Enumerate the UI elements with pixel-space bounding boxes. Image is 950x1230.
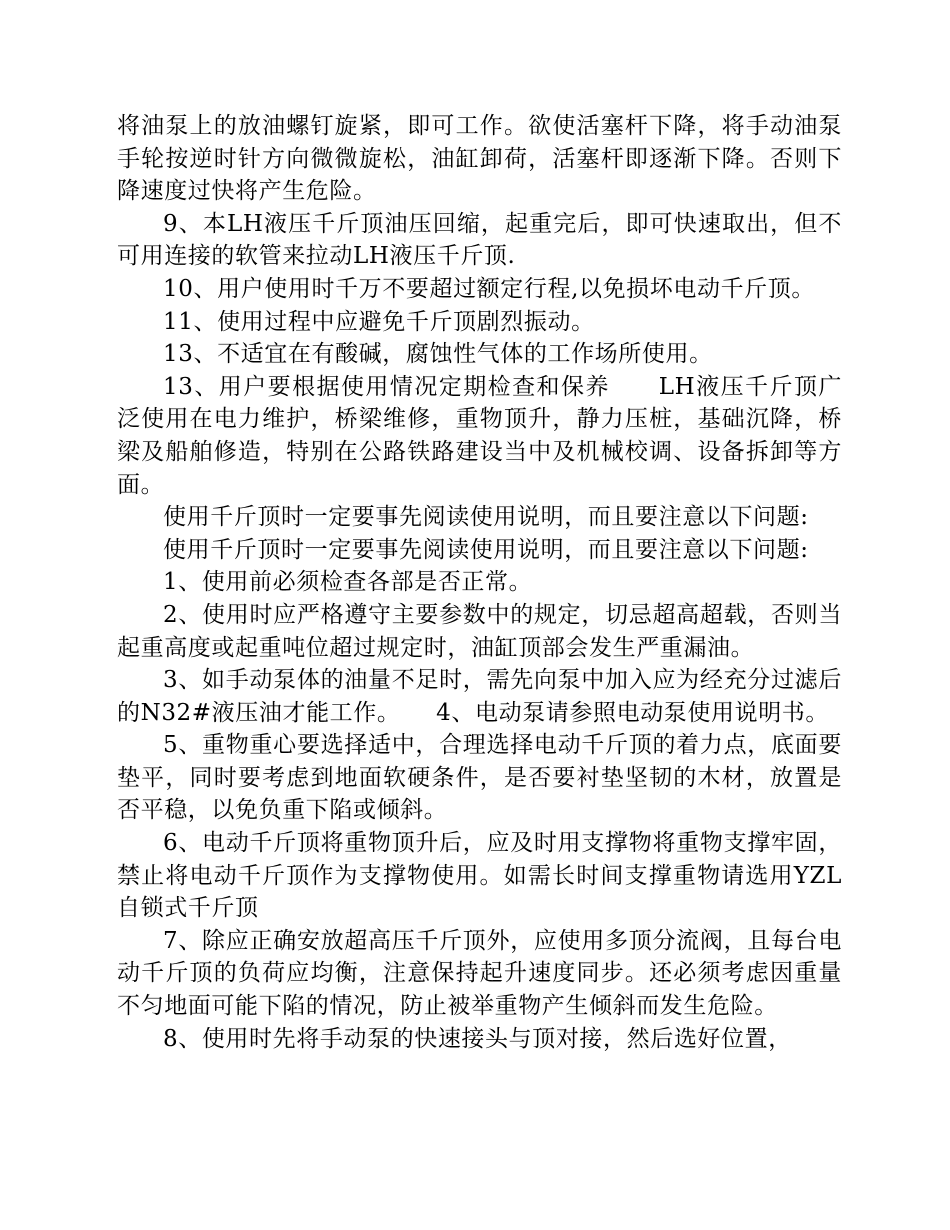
paragraph: 7、除应正确安放超高压千斤顶外，应使用多顶分流阀，且每台电动千斤顶的负荷应均衡，注意保持起升速度同步。还必须考虑因重量不匀地面可能下陷的情况，防止被举重物产生倾斜而发生危险。 xyxy=(117,927,842,1020)
paragraph: 将油泵上的放油螺钉旋紧，即可工作。欲使活塞杆下降，将手动油泵手轮按逆时针方向微微旋松，油缸卸荷，活塞杆即逐渐下降。否则下降速度过快将产生危险。 xyxy=(117,113,842,205)
paragraph: 2、使用时应严格遵守主要参数中的规定，切忌超高超载，否则当起重高度或起重吨位超过规定时，油缸顶部会发生严重漏油。 xyxy=(117,601,842,661)
paragraph: 13、不适宜在有酸碱，腐蚀性气体的工作场所使用。 xyxy=(163,341,713,368)
paragraph: 13、用户要根据使用情况定期检查和保养 LH液压千斤顶广泛使用在电力维护，桥梁维修，重物顶升，静力压桩，基础沉降，桥梁及船舶修造，特别在公路铁路建设当中及机械校调、设备拆卸等方面。 xyxy=(117,373,842,498)
paragraph: 6、电动千斤顶将重物顶升后，应及时用支撑物将重物支撑牢固，禁止将电动千斤顶作为支撑物使用。如需长时间支撑重物请选用YZL自锁式千斤顶 xyxy=(117,830,842,922)
document-body xyxy=(117,110,842,1055)
paragraph: 使用千斤顶时一定要事先阅读使用说明，而且要注意以下问题: xyxy=(163,536,809,563)
paragraph: 3、如手动泵体的油量不足时，需先向泵中加入应为经充分过滤后的N32#液压油才能工作。 4、电动泵请参照电动泵使用说明书。 xyxy=(117,667,842,726)
paragraph: 5、重物重心要选择适中，合理选择电动千斤顶的着力点，底面要垫平，同时要考虑到地面软硬条件，是否要衬垫坚韧的木材，放置是否平稳，以免负重下陷或倾斜。 xyxy=(117,732,842,824)
paragraph: 1、使用前必须检查各部是否正常。 xyxy=(163,569,533,596)
paragraph: 9、本LH液压千斤顶油压回缩，起重完后，即可快速取出，但不可用连接的软管来拉动LH液压千斤顶. xyxy=(117,210,842,270)
paragraph: 8、使用时先将手动泵的快速接头与顶对接，然后选好位置， xyxy=(163,1025,792,1052)
paragraph: 11、使用过程中应避免千斤顶剧烈振动。 xyxy=(163,308,595,335)
paragraph: 10、用户使用时千万不要超过额定行程,以免损坏电动千斤顶。 xyxy=(163,275,815,302)
paragraph: 使用千斤顶时一定要事先阅读使用说明，而且要注意以下问题: xyxy=(163,504,809,531)
